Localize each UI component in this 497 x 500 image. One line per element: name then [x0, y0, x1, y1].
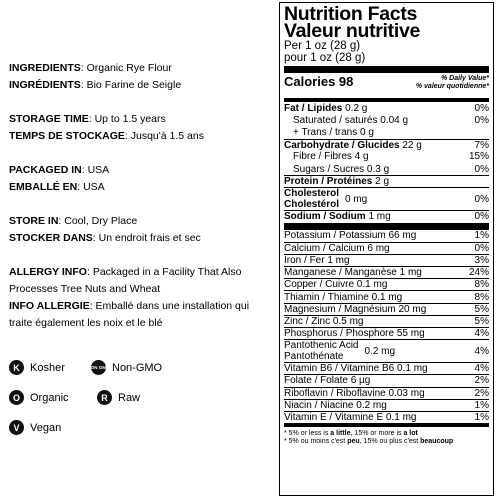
storage-value: : Up to 1.5 years [88, 113, 166, 125]
mineral-row [284, 254, 489, 266]
carbohydrate-row [284, 139, 489, 151]
mineral-label: Iron / Fer 1 mg [284, 254, 350, 266]
mineral-pct: 3% [474, 254, 489, 266]
badge-label: Non-GMO [112, 361, 163, 374]
mineral-pct: 0% [474, 242, 489, 254]
footnote [284, 427, 489, 446]
storage-row [9, 111, 271, 128]
mineral-row [284, 242, 489, 254]
sugars-pct: 0% [474, 163, 489, 175]
footnote-text-fr: , 15% ou plus c'est [359, 438, 421, 446]
fat-row [284, 102, 489, 114]
mineral-row [284, 303, 489, 315]
mineral-label: Thiamin / Thiamine 0.1 mg [284, 291, 403, 303]
footnote-emph: a little [330, 430, 351, 438]
store-value: : Cool, Dry Place [58, 215, 138, 227]
saturated-label: Saturated / saturés 0.04 g [293, 114, 409, 126]
store-fr-label: STOCKER DANS [9, 232, 93, 244]
protein-row [284, 175, 489, 187]
product-info [9, 60, 271, 332]
raw-icon: R [97, 390, 112, 405]
mineral-pct: 5% [474, 315, 489, 327]
mineral-label: Potassium / Potassium 66 mg [284, 230, 417, 242]
carb-amount: 22 g [402, 139, 422, 151]
badge-label: Raw [118, 391, 141, 404]
carb-pct: 7% [474, 139, 489, 151]
vitamin-label: Vitamin B6 / Vitamine B6 0.1 mg [284, 363, 428, 375]
vitamin-row [284, 387, 489, 399]
ingredients-fr-value: : Bio Farine de Seigle [80, 79, 182, 91]
ingredients-value: : Organic Rye Flour [80, 62, 172, 74]
mineral-pct: 8% [474, 291, 489, 303]
mineral-row [284, 327, 489, 339]
vitamin-pct: 2% [474, 375, 489, 387]
mineral-row [284, 278, 489, 290]
storage-fr-row [9, 128, 271, 145]
vitamin-pct: 1% [474, 412, 489, 424]
allergy-value: : Packaged in a Facility That Also Processes Tree Nuts and Wheat [9, 266, 242, 295]
vitamin-pct: 1% [474, 399, 489, 411]
store-row [9, 213, 271, 230]
packaged-fr-row [9, 179, 271, 196]
organic-icon: O [9, 390, 24, 405]
ingredients-label: INGREDIENTS [9, 62, 81, 74]
sodium-label: Sodium / Sodium [284, 211, 366, 223]
badge-kosher [9, 360, 65, 375]
footnote-emph: a lot [403, 430, 418, 438]
storage-fr-value: : Jusqu'à 1.5 ans [124, 130, 204, 142]
cholesterol-row [284, 187, 489, 210]
saturated-pct: 0% [474, 114, 489, 126]
storage-fr-label: TEMPS DE STOCKAGE [9, 130, 125, 142]
allergy-fr-row [9, 298, 271, 332]
nutrition-title: Nutrition Facts [284, 3, 418, 25]
ingredients-fr-label: INGRÉDIENTS [9, 79, 81, 91]
pantothenic-label: Pantothenic Acid [284, 340, 359, 352]
mineral-pct: 8% [474, 279, 489, 291]
badge-non-gmo [87, 360, 163, 375]
mineral-label: Magnesium / Magnésium 20 mg [284, 303, 427, 315]
nutrition-title-fr: Valeur nutritive [284, 20, 421, 42]
storage-label: STORAGE TIME [9, 113, 89, 125]
vegan-icon: V [9, 420, 24, 435]
packaged-label: PACKAGED IN [9, 164, 82, 176]
trans-label: + Trans / trans 0 g [293, 126, 374, 138]
vitamin-row [284, 411, 489, 423]
mineral-pct: 4% [474, 328, 489, 340]
daily-value-header [416, 75, 489, 91]
saturated-row [284, 114, 489, 126]
mineral-row [284, 290, 489, 302]
vitamin-pct: 4% [474, 363, 489, 375]
pantothenic-pct: 4% [474, 345, 489, 357]
vitamin-label: Vitamin E / Vitamine E 0.1 mg [284, 412, 417, 424]
non-gmo-icon: NON GMO [91, 360, 106, 375]
fibre-label: Fibre / Fibres 4 g [293, 151, 369, 163]
packaged-value: : USA [81, 164, 110, 176]
footnote-text: , 15% or more is [350, 430, 404, 438]
store-fr-row [9, 230, 271, 247]
mineral-pct: 1% [474, 230, 489, 242]
fat-amount: 0.2 g [345, 102, 368, 114]
serving-size-fr: pour 1 oz (28 g) [284, 52, 366, 64]
vitamin-label: Folate / Folate 6 µg [284, 375, 371, 387]
fat-pct: 0% [474, 102, 489, 114]
calories-row [284, 73, 489, 98]
mineral-pct: 24% [468, 267, 489, 279]
sugars-row [284, 163, 489, 175]
badge-label: Organic [30, 391, 69, 404]
sugars-label: Sugars / Sucres 0.3 g [293, 163, 390, 175]
footnote-emph-fr: peu [347, 438, 360, 446]
mineral-row [284, 230, 489, 242]
nutrition-facts-panel [279, 2, 494, 496]
ingredients-fr-row [9, 77, 271, 94]
calories: Calories 98 [284, 74, 354, 89]
ingredients-row [9, 60, 271, 77]
packaged-fr-label: EMBALLÉ EN [9, 181, 78, 193]
pantothenic-row [284, 339, 489, 362]
serving-size: Per 1 oz (28 g) [284, 40, 361, 52]
sodium-row [284, 210, 489, 222]
allergy-fr-value: : Emballé dans une installation qui traite également les noix et le blé [9, 300, 250, 329]
daily-value-en: % Daily Value* [441, 75, 489, 82]
badge-organic [9, 390, 69, 405]
allergy-row [9, 264, 271, 298]
mineral-label: Manganese / Manganèse 1 mg [284, 267, 422, 279]
fibre-row [284, 151, 489, 163]
daily-value-fr: % valeur quotidienne* [415, 83, 489, 90]
packaged-fr-value: : USA [77, 181, 105, 193]
pantothenic-amount: 0.2 mg [364, 345, 396, 357]
cholesterol-pct: 0% [474, 193, 489, 205]
carb-label: Carbohydrate / Glucides [284, 139, 400, 151]
cholesterol-label-fr: Cholestérol [284, 199, 340, 211]
vitamin-label: Niacin / Niacine 0.2 mg [284, 399, 387, 411]
packaged-row [9, 162, 271, 179]
mineral-row [284, 315, 489, 327]
mineral-row [284, 266, 489, 278]
allergy-fr-label: INFO ALLERGIE [9, 300, 90, 312]
mineral-pct: 5% [474, 303, 489, 315]
vitamin-row [284, 362, 489, 374]
badge-raw [97, 390, 140, 405]
badge-label: Kosher [30, 361, 65, 374]
footnote-text: * 5% or less is [284, 430, 331, 438]
mineral-label: Calcium / Calcium 6 mg [284, 242, 390, 254]
allergy-label: ALLERGY INFO [9, 266, 87, 278]
mineral-label: Zinc / Zinc 0.5 mg [284, 315, 364, 327]
protein-label: Protein / Protéines [284, 176, 373, 188]
cholesterol-label: Cholesterol [284, 188, 340, 200]
vitamin-row [284, 374, 489, 386]
trans-row [284, 126, 489, 138]
mineral-label: Copper / Cuivre 0.1 mg [284, 279, 388, 291]
vitamin-pct: 2% [474, 387, 489, 399]
protein-amount: 2 g [375, 176, 390, 188]
vitamin-row [284, 399, 489, 411]
sodium-pct: 0% [474, 211, 489, 223]
store-fr-value: : Un endroit frais et sec [92, 232, 201, 244]
sodium-amount: 1 mg [368, 211, 391, 223]
kosher-icon: K [9, 360, 24, 375]
pantothenic-label-fr: Pantothénate [284, 351, 344, 363]
fibre-pct: 15% [468, 151, 489, 163]
footnote-emph-fr: beaucoup [420, 438, 454, 446]
badge-vegan [9, 420, 61, 435]
cholesterol-amount: 0 mg [345, 193, 368, 205]
badge-label: Vegan [30, 421, 62, 434]
mineral-label: Phosphorus / Phosphore 55 mg [284, 328, 425, 340]
store-label: STORE IN [9, 215, 59, 227]
fat-label: Fat / Lipides [284, 102, 343, 114]
footnote-text-fr: * 5% ou moins c'est [284, 438, 348, 446]
vitamin-label: Riboflavin / Riboflavine 0.03 mg [284, 387, 425, 399]
